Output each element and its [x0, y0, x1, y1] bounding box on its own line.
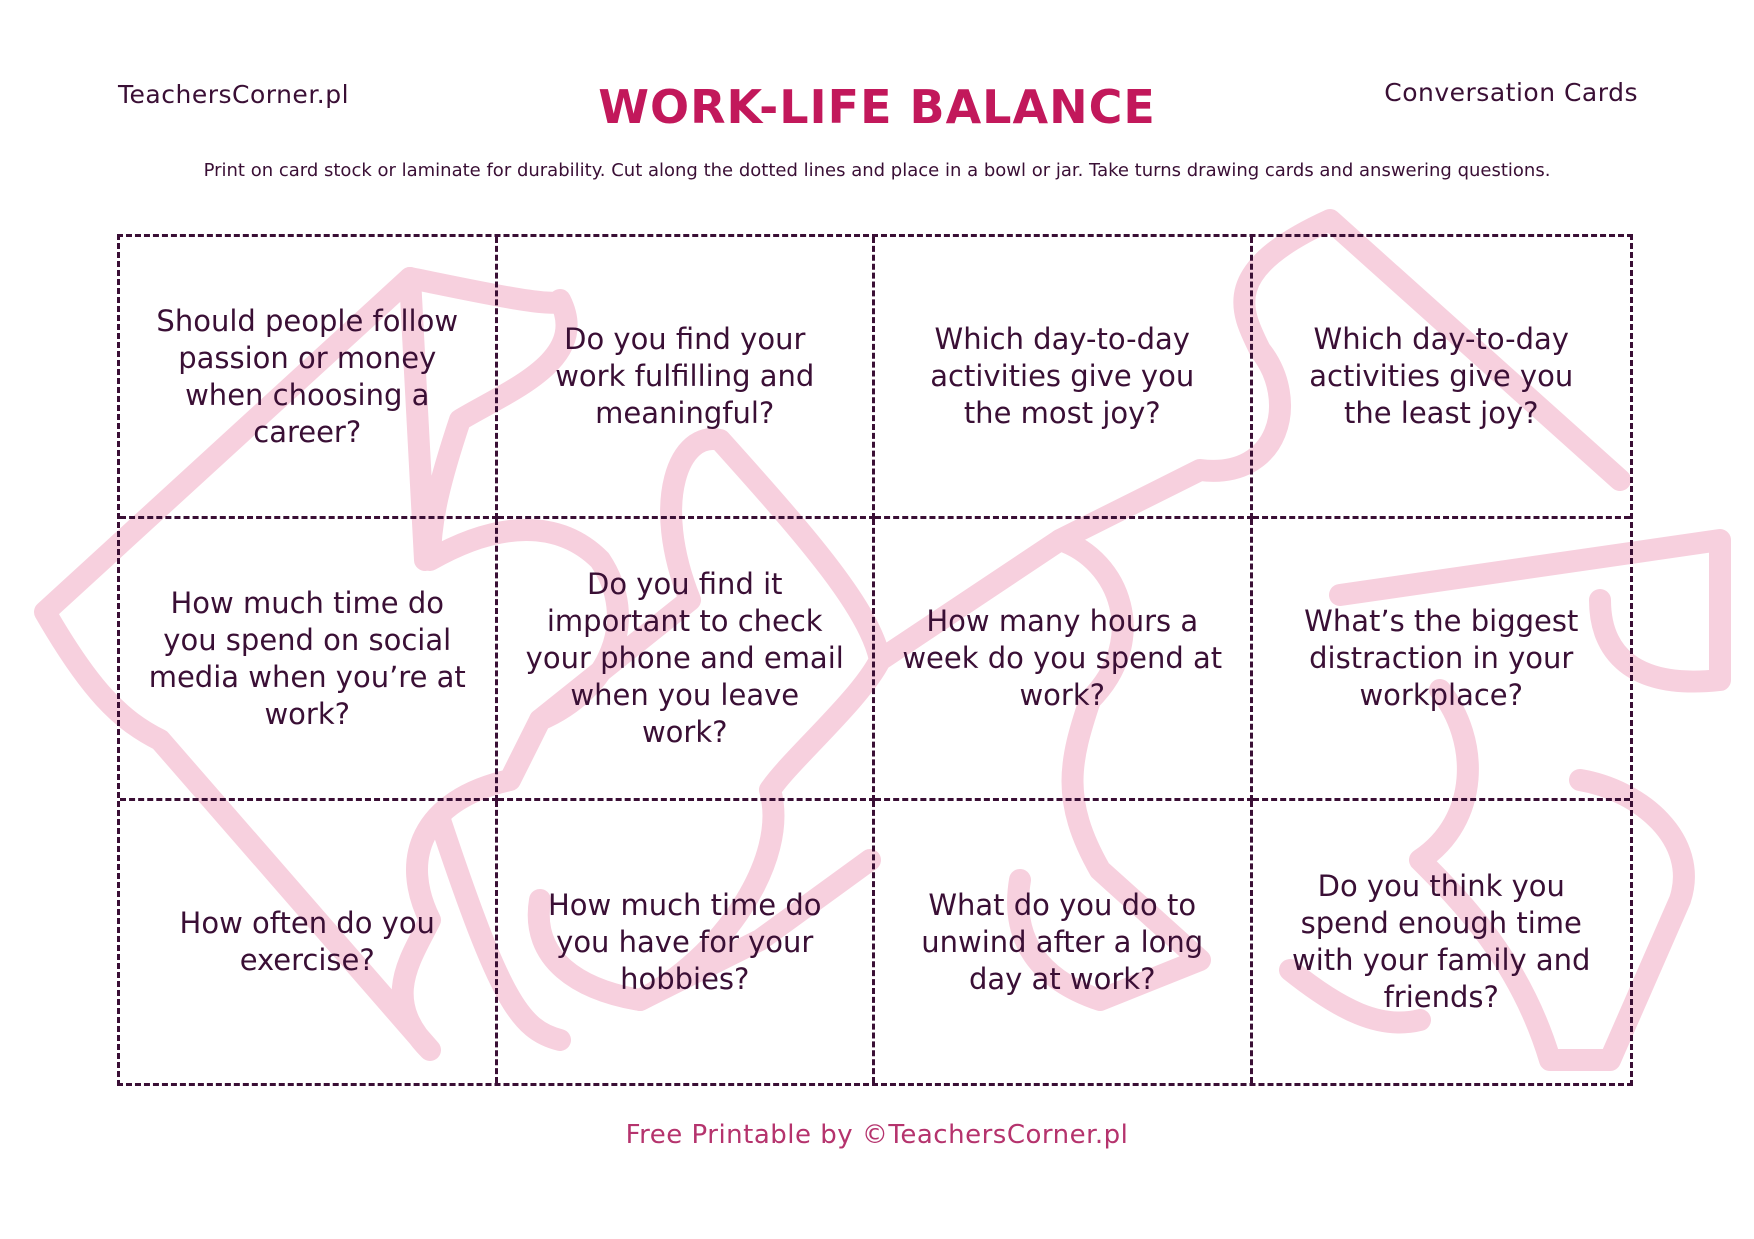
conversation-card — [875, 237, 1253, 519]
conversation-card — [1253, 519, 1631, 801]
conversation-card — [120, 519, 498, 801]
card-grid — [117, 234, 1633, 1086]
card-question: How many hours a week do you spend at work? — [902, 604, 1223, 712]
card-question: Do you find it important to check your phone and email when you leave work? — [525, 567, 844, 749]
instructions-text: Print on card stock or laminate for durability. Cut along the dotted lines and place in a bowl or jar. Take turns drawing cards and answering questions. — [203, 160, 1551, 181]
page-subtitle: Conversation Cards — [1384, 78, 1638, 107]
conversation-card — [498, 519, 876, 801]
site-name: TeachersCorner.pl — [118, 80, 350, 109]
card-question: Which day-to-day activities give you the most joy? — [930, 322, 1195, 430]
conversation-card — [120, 801, 498, 1083]
conversation-card — [875, 519, 1253, 801]
conversation-card — [120, 237, 498, 519]
card-question: What do you do to unwind after a long day at work? — [921, 887, 1204, 996]
conversation-card — [498, 237, 876, 519]
page-title: WORK-LIFE BALANCE — [598, 80, 1156, 134]
card-question: How much time do you have for your hobbies? — [547, 887, 822, 996]
conversation-card — [875, 801, 1253, 1083]
card-question: Which day-to-day activities give you the least joy? — [1309, 322, 1574, 430]
conversation-card — [1253, 237, 1631, 519]
card-question: Do you find your work fulfilling and meaningful? — [555, 322, 815, 430]
card-question: Should people follow passion or money when choosing a career? — [156, 303, 459, 449]
conversation-card — [498, 801, 876, 1083]
conversation-card — [1253, 801, 1631, 1083]
card-question: How often do you exercise? — [179, 906, 435, 977]
card-question: What’s the biggest distraction in your workplace? — [1304, 604, 1579, 712]
card-question: Do you think you spend enough time with your family and friends? — [1292, 869, 1591, 1014]
footer-credit: Free Printable by ©TeachersCorner.pl — [625, 1120, 1129, 1150]
card-question: How much time do you spend on social media when you’re at work? — [148, 585, 466, 731]
